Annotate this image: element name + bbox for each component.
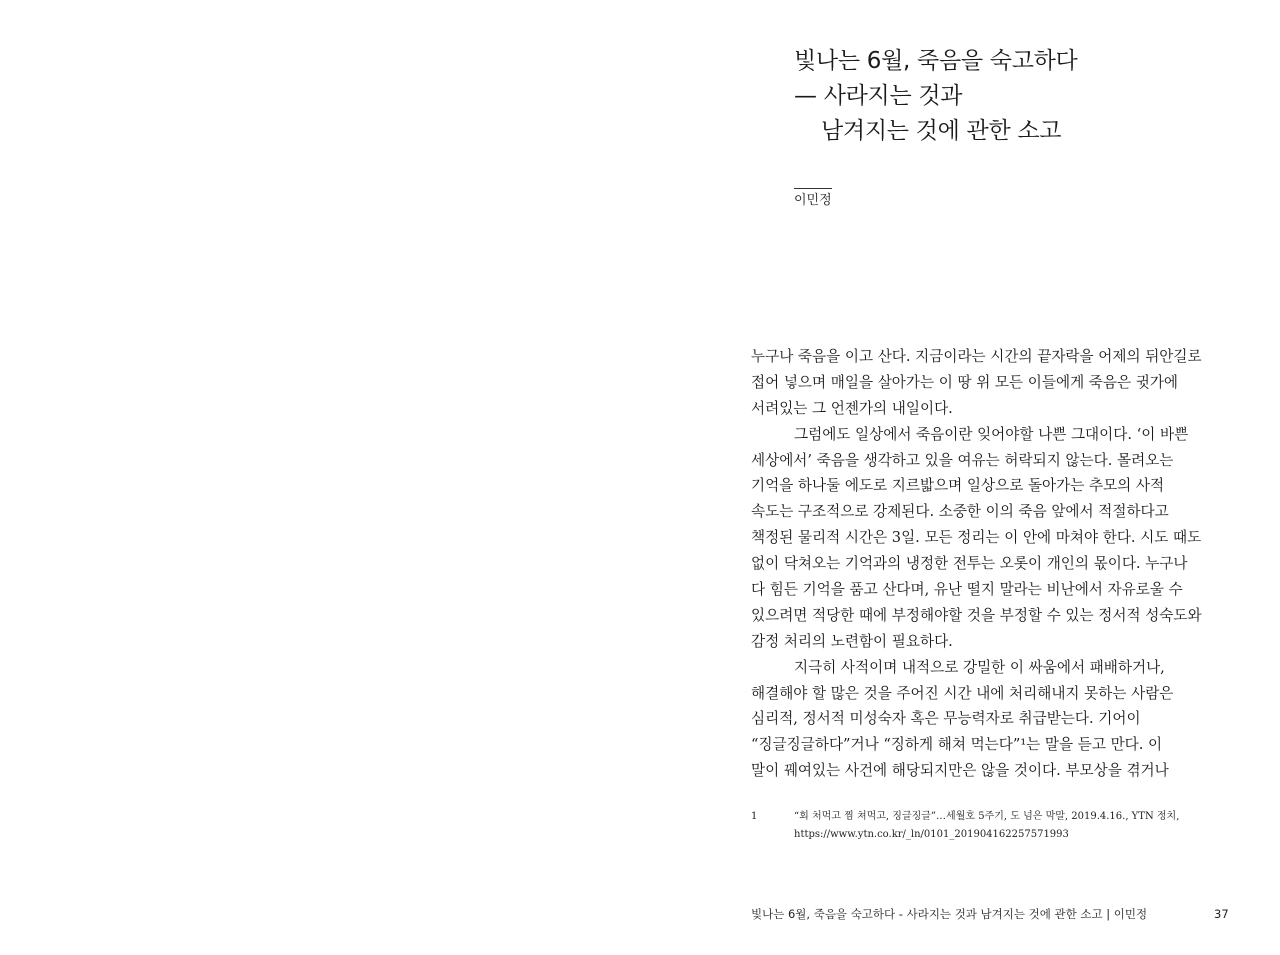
chapter-title: [794, 44, 1214, 149]
body-line: “징글징글하다”거나 “징하게 해쳐 먹는다”¹는 말을 듣고 만다. 이: [751, 736, 1163, 754]
body-line: 속도는 구조적으로 강제된다. 소중한 이의 죽음 앞에서 적절하다고: [751, 503, 1169, 521]
body-line: 그럼에도 일상에서 죽음이란 잊어야할 나쁜 그대이다. ‘이 바쁜: [794, 425, 1189, 443]
body-line: 말이 꿰여있는 사건에 해당되지만은 않을 것이다. 부모상을 겪거나: [751, 762, 1169, 780]
body-line: 없이 닥쳐오는 기억과의 냉정한 전투는 오롯이 개인의 몫이다. 누구나: [751, 555, 1188, 573]
body-line: 접어 넣으며 매일을 살아가는 이 땅 위 모든 이들에게 죽음은 귓가에: [751, 373, 1179, 391]
body-line: 심리적, 정서적 미성숙자 혹은 무능력자로 취급받는다. 기어이: [751, 710, 1141, 728]
body-line: 기억을 하나둘 에도로 지르밟으며 일상으로 돌아가는 추모의 사적: [751, 477, 1165, 495]
body-line: 세상에서’ 죽음을 생각하고 있을 여유는 허락되지 않는다. 몰려오는: [751, 451, 1174, 469]
body-line: 있으려면 적당한 때에 부정해야할 것을 부정할 수 있는 정서적 성숙도와: [751, 606, 1202, 624]
body-line: 감정 처리의 노련함이 필요하다.: [751, 632, 953, 650]
title-line-2: — 사라지는 것과: [794, 83, 963, 109]
body-line: 해결해야 할 많은 것을 주어진 시간 내에 처리해내지 못하는 사람은: [751, 684, 1174, 702]
footnote-line: “회 처먹고 찜 쳐먹고, 징글징글”…세월호 5주기, 도 넘은 막말, 2019.4.16., YTN 정치,: [794, 811, 1180, 822]
body-line: 누구나 죽음을 이고 산다. 지금이라는 시간의 끝자락을 어제의 뒤안길로: [751, 348, 1202, 365]
body-line: 서려있는 그 언젠가의 내일이다.: [751, 399, 953, 417]
title-line-1: 빛나는 6월, 죽음을 숙고하다: [794, 48, 1078, 74]
author-name: 이민정: [794, 193, 832, 208]
page-number: 37: [1214, 907, 1229, 921]
footnote-number: 1: [751, 811, 758, 822]
running-footer: 빛나는 6월, 죽음을 숙고하다 - 사라지는 것과 남겨지는 것에 관한 소고 | 이민정: [751, 907, 1148, 921]
body-text: [751, 344, 1226, 784]
footnote-link[interactable]: https://www.ytn.co.kr/_ln/0101_201904162257571993: [794, 829, 1069, 840]
title-line-3: 남겨지는 것에 관한 소고: [821, 118, 1062, 144]
body-line: 다 힘든 기억을 품고 산다며, 유난 떨지 말라는 비난에서 자유로울 수: [751, 581, 1183, 599]
author-divider: [794, 188, 832, 189]
footnote-text: [794, 808, 1214, 844]
body-line: 책정된 물리적 시간은 3일. 모든 정리는 이 안에 마쳐야 한다. 시도 때도: [751, 529, 1202, 547]
body-line: 지극히 사적이며 내적으로 강밀한 이 싸움에서 패배하거나,: [794, 658, 1165, 676]
